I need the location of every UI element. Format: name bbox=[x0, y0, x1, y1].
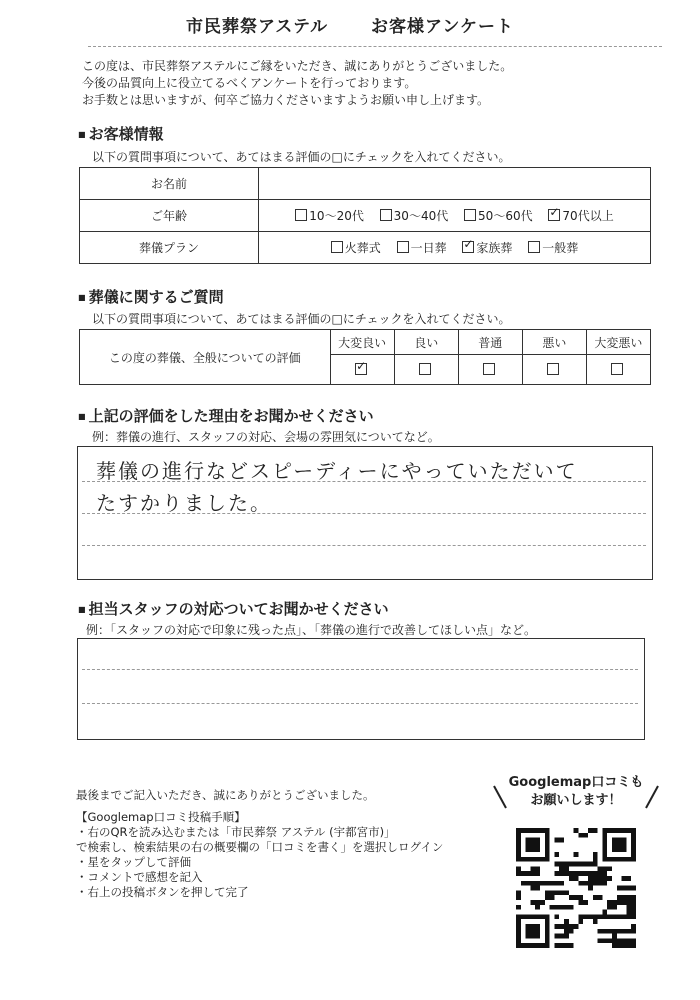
reason-note: 例：葬儀の進行、スタッフの対応、会場の雰囲気についてなど。 bbox=[92, 430, 440, 444]
rating-cell bbox=[394, 355, 458, 385]
name-field[interactable] bbox=[259, 168, 651, 200]
brand-name: 市民葬祭アステル bbox=[185, 17, 329, 37]
checkbox-icon[interactable] bbox=[331, 241, 343, 253]
banner-line: お願いします！ bbox=[530, 793, 622, 808]
reason-heading: ■ 上記の評価をした理由をお聞かせください bbox=[78, 405, 374, 426]
rating-header: 大変良い bbox=[330, 330, 394, 355]
handwritten-answer-line: 葬儀の進行などスピーディーにやっていただいて bbox=[96, 459, 578, 483]
step-line: で検索し、検索結果の右の概要欄の「口コミを書く」を選択しログイン bbox=[76, 840, 444, 854]
rating-cell bbox=[522, 355, 586, 385]
step-line: ・星をタップして評価 bbox=[76, 855, 191, 869]
banner-line: Googlemap口コミも bbox=[508, 775, 644, 790]
step-line: ・コメントで感想を記入 bbox=[76, 870, 203, 884]
plan-option-label: 火葬式 bbox=[344, 241, 381, 255]
age-option[interactable] bbox=[548, 209, 613, 223]
plan-options bbox=[259, 232, 651, 264]
staff-note: 例：「スタッフの対応で印象に残った点」、「葬儀の進行で改善してほしい点」など。 bbox=[86, 623, 537, 637]
age-option-label: 10～20代 bbox=[309, 209, 364, 223]
plan-option[interactable] bbox=[397, 241, 447, 255]
plan-option[interactable] bbox=[462, 241, 512, 255]
review-steps bbox=[76, 810, 443, 900]
qr-code-icon[interactable] bbox=[516, 828, 636, 948]
qr-banner bbox=[490, 770, 662, 820]
customer-info-table bbox=[79, 167, 651, 264]
step-line: ・右のQRを読み込むまたは「市民葬祭 アステル (宇都宮市)」 bbox=[76, 825, 396, 839]
checkbox-icon[interactable] bbox=[464, 209, 476, 221]
step-line: ・右上の投稿ボタンを押して完了 bbox=[76, 885, 249, 899]
age-option-label: 30～40代 bbox=[393, 209, 449, 223]
plan-option-label: 一日葬 bbox=[410, 241, 447, 255]
checkbox-icon[interactable] bbox=[397, 241, 409, 253]
rating-cell bbox=[330, 355, 394, 385]
intro-text bbox=[82, 58, 512, 109]
rating-header: 悪い bbox=[522, 330, 586, 355]
checkbox-icon[interactable] bbox=[462, 241, 474, 253]
funeral-question-note: 以下の質問事項について、あてはまる評価の□にチェックを入れてください。 bbox=[92, 312, 511, 326]
reason-answer-box[interactable] bbox=[77, 446, 653, 580]
intro-line: お手数とは思いますが、何卒ご協力くださいますようお願い申し上げます。 bbox=[82, 93, 490, 107]
age-option[interactable] bbox=[380, 209, 449, 223]
intro-line: 今後の品質向上に役立てるべくアンケートを行っております。 bbox=[82, 76, 417, 90]
checkbox-icon[interactable] bbox=[611, 363, 623, 375]
checkbox-icon[interactable] bbox=[528, 241, 540, 253]
steps-title: 【Googlemap口コミ投稿手順】 bbox=[76, 810, 246, 824]
rating-cell bbox=[458, 355, 522, 385]
age-option-label: 50～60代 bbox=[478, 209, 533, 223]
checkbox-icon[interactable] bbox=[547, 363, 559, 375]
age-label: ご年齢 bbox=[80, 200, 259, 232]
writing-line bbox=[82, 669, 638, 670]
age-option-label: 70代以上 bbox=[562, 209, 614, 223]
age-option[interactable] bbox=[464, 209, 533, 223]
checkbox-icon[interactable] bbox=[295, 209, 307, 221]
handwritten-answer-line: たすかりました。 bbox=[96, 491, 272, 515]
plan-option-label: 家族葬 bbox=[476, 241, 513, 255]
name-label: お名前 bbox=[80, 168, 259, 200]
intro-line: この度は、市民葬祭アステルにご縁をいただき、誠にありがとうございました。 bbox=[82, 59, 513, 73]
checkbox-icon[interactable] bbox=[380, 209, 392, 221]
rating-table bbox=[79, 329, 651, 385]
checkbox-icon[interactable] bbox=[355, 363, 367, 375]
rating-cell bbox=[586, 355, 650, 385]
plan-option-label: 一般葬 bbox=[542, 241, 579, 255]
rating-row-label: この度の葬儀、全般についての評価 bbox=[80, 330, 331, 385]
age-option[interactable] bbox=[295, 209, 364, 223]
rating-header: 普通 bbox=[458, 330, 522, 355]
writing-line bbox=[82, 703, 638, 704]
staff-heading: ■ 担当スタッフの対応ついてお聞かせください bbox=[78, 598, 389, 619]
closing-thanks: 最後までご記入いただき、誠にありがとうございました。 bbox=[76, 788, 375, 802]
plan-label: 葬儀プラン bbox=[80, 232, 259, 264]
checkbox-icon[interactable] bbox=[419, 363, 431, 375]
checkbox-icon[interactable] bbox=[548, 209, 560, 221]
funeral-question-heading: ■ 葬儀に関するご質問 bbox=[78, 286, 224, 307]
rating-header: 大変悪い bbox=[586, 330, 650, 355]
rating-header: 良い bbox=[394, 330, 458, 355]
plan-option[interactable] bbox=[528, 241, 578, 255]
form-title bbox=[0, 12, 700, 37]
writing-line bbox=[82, 545, 646, 546]
age-options bbox=[259, 200, 651, 232]
survey-title: お客様アンケート bbox=[371, 17, 515, 37]
title-divider bbox=[88, 46, 662, 47]
staff-answer-box[interactable] bbox=[77, 638, 645, 740]
customer-info-note: 以下の質問事項について、あてはまる評価の□にチェックを入れてください。 bbox=[92, 150, 511, 164]
plan-option[interactable] bbox=[331, 241, 381, 255]
customer-info-heading: ■ お客様情報 bbox=[78, 123, 164, 144]
checkbox-icon[interactable] bbox=[483, 363, 495, 375]
